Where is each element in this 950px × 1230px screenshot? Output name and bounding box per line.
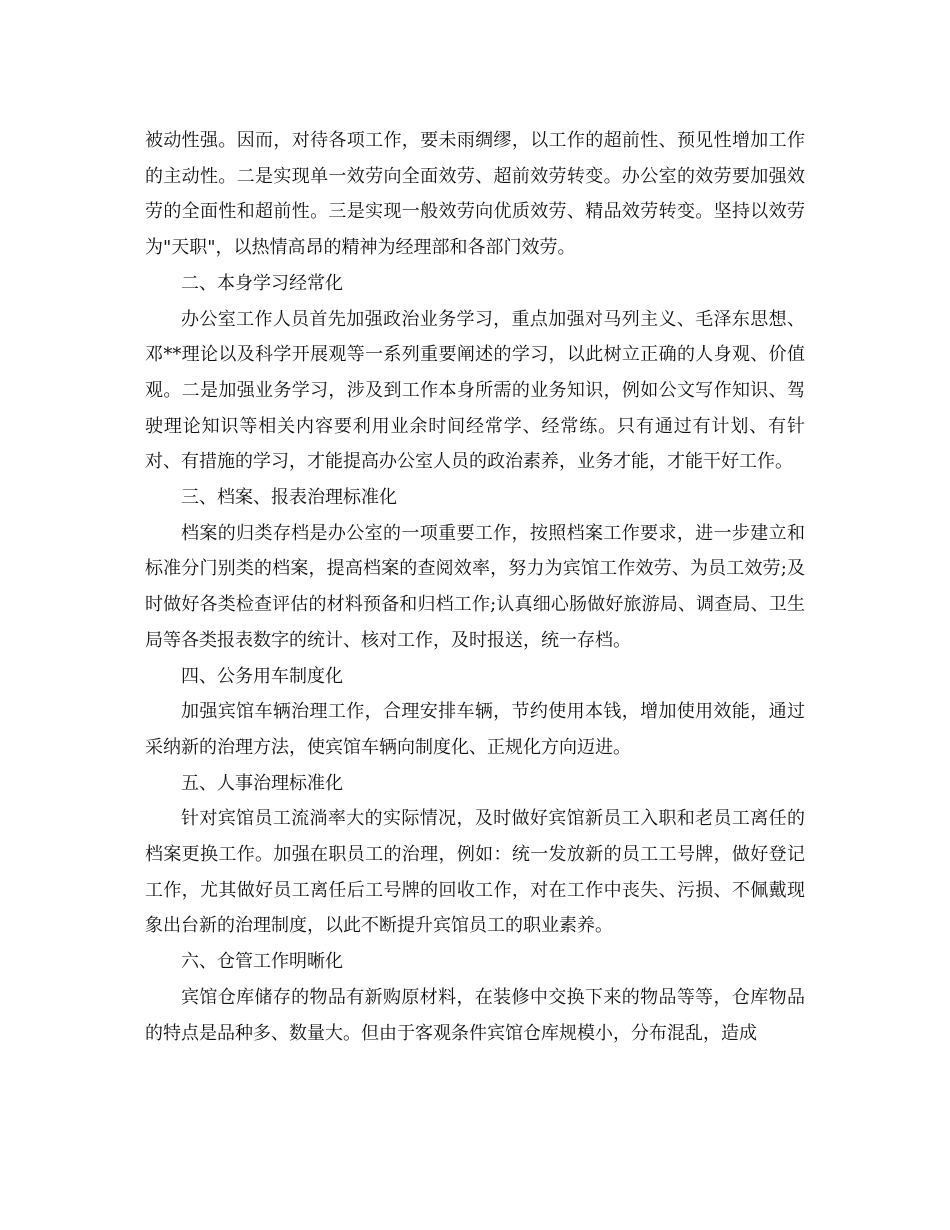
section-heading-personnel: 五、人事治理标准化: [181, 772, 343, 794]
document-body: [145, 123, 805, 1051]
paragraph-personnel: 针对宾馆员工流淌率大的实际情况，及时做好宾馆新员工入职和老员工离任的档案更换工作。加强在职员工的治理，例如：统一发放新的员工工号牌，做好登记工作，尤其做好员工离任后工号牌的回收工作，对在工作中丧失、污损、不佩戴现象出台新的治理制度，以此不断提升宾馆员工的职业素养。: [145, 808, 805, 937]
paragraph-warehouse: 宾馆仓库储存的物品有新购原材料，在装修中交换下来的物品等等，仓库物品的特点是品种多、数量大。但由于客观条件宾馆仓库规模小，分布混乱，造成: [145, 986, 805, 1044]
section-heading-vehicles: 四、公务用车制度化: [181, 665, 343, 687]
paragraph-archives: 档案的归类存档是办公室的一项重要工作，按照档案工作要求，进一步建立和标准分门别类的档案，提高档案的查阅效率，努力为宾馆工作效劳、为员工效劳;及时做好各类检查评估的材料预备和归档工作;认真细心肠做好旅游局、调查局、卫生局等各类报表数字的统计、核对工作，及时报送，统一存档。: [145, 522, 805, 651]
section-heading-archives: 三、档案、报表治理标准化: [181, 487, 397, 509]
section-heading-warehouse: 六、仓管工作明晰化: [181, 951, 343, 973]
paragraph-vehicles: 加强宾馆车辆治理工作，合理安排车辆，节约使用本钱，增加使用效能，通过采纳新的治理方法，使宾馆车辆向制度化、正规化方向迈进。: [145, 701, 805, 758]
paragraph-self-study: 办公室工作人员首先加强政治业务学习，重点加强对马列主义、毛泽东思想、邓**理论以及科学开展观等一系列重要阐述的学习，以此树立正确的人身观、价值观。二是加强业务学习，涉及到工作本身所需的业务知识，例如公文写作知识、驾驶理论知识等相关内容要利用业余时间经常学、经常练。只有通过有计划、有针对、有措施的学习，才能提高办公室人员的政治素养，业务才能，才能干好工作。: [145, 308, 805, 473]
paragraph-continuation: 被动性强。因而，对待各项工作，要未雨绸缪，以工作的超前性、预见性增加工作的主动性。二是实现单一效劳向全面效劳、超前效劳转变。办公室的效劳要加强效劳的全面性和超前性。三是实现一般效劳向优质效劳、精品效劳转变。坚持以效劳为"天职"，以热情高昂的精神为经理部和各部门效劳。: [145, 130, 805, 259]
section-heading-self-study: 二、本身学习经常化: [181, 272, 343, 294]
